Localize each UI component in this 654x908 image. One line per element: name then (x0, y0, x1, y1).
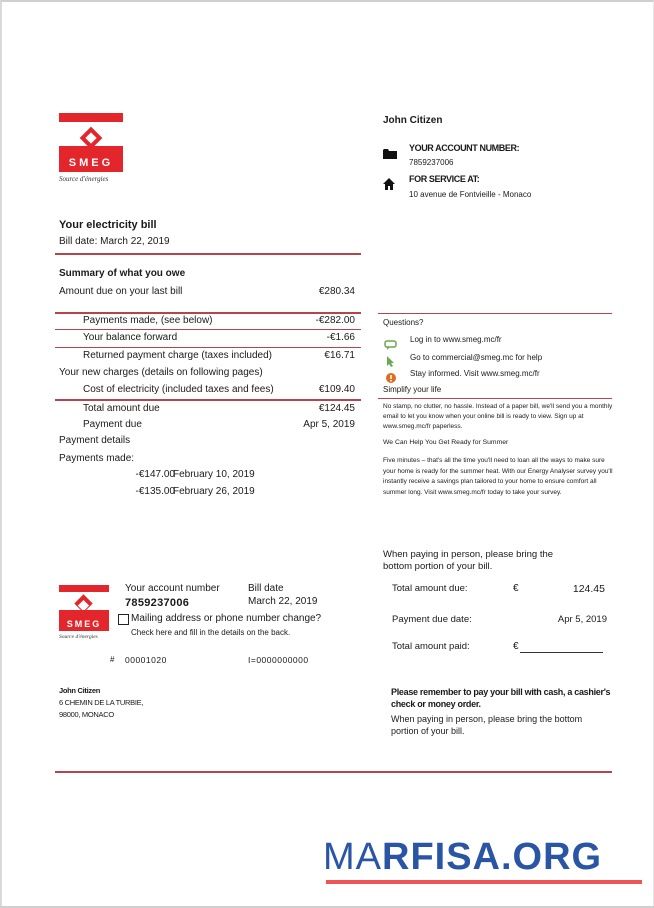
row-label: Your balance forward (83, 332, 178, 343)
smeg-logo (59, 113, 123, 183)
divider (378, 313, 612, 314)
row-label: Amount due on your last bill (59, 286, 183, 297)
row-label: Payments made, (see below) (83, 315, 213, 326)
question-link-visit[interactable]: Stay informed. Visit www.smeg.mc/fr (410, 369, 540, 378)
watermark (323, 837, 602, 877)
address-change-checkbox[interactable] (118, 614, 129, 625)
summary-row-total (83, 403, 355, 414)
bottom-divider (55, 771, 612, 773)
stub-bill-date: March 22, 2019 (248, 596, 318, 607)
due-date-label: Payment due date: (392, 614, 472, 625)
service-address: 10 avenue de Fontvieille - Monaco (409, 190, 532, 199)
stub-account-number: 7859237006 (125, 597, 190, 609)
service-label: FOR SERVICE AT: (409, 174, 480, 184)
reminder-bold: Please remember to pay your bill with cash, a cashier's check or money order. (391, 687, 611, 709)
mail-line-2: 98000, MONACO (59, 710, 114, 719)
row-value: €124.45 (318, 403, 355, 414)
watermark-part-c: .ORG (501, 836, 603, 878)
logo-tagline: Source d'énergies (59, 634, 98, 640)
stub-bill-date-label: Bill date (248, 583, 284, 594)
payment-date: February 26, 2019 (173, 486, 255, 497)
question-link-login[interactable]: Log in to www.smeg.mc/fr (410, 335, 502, 344)
summary-row-due (83, 419, 355, 430)
payment-details-label: Payment details (59, 435, 131, 446)
row-value: €280.34 (318, 286, 355, 297)
row-label: Cost of electricity (included taxes and fees) (83, 384, 274, 395)
divider (55, 399, 361, 401)
payment-amount: -€147.00 (135, 469, 175, 480)
watermark-part-b: RFISA (382, 836, 501, 878)
stub-account-label: Your account number (125, 583, 220, 594)
questions-heading: Questions? (383, 318, 424, 327)
mail-line-1: 6 CHEMIN DE LA TURBIE, (59, 698, 144, 707)
logo-brand-text: SMEG (68, 157, 114, 169)
row-value: €109.40 (318, 384, 355, 395)
divider (378, 398, 612, 399)
summary-row-payments (83, 315, 355, 326)
reminder-text: When paying in person, please bring the bottom portion of your bill. (391, 714, 583, 736)
row-value: -€1.66 (326, 332, 355, 343)
divider (55, 329, 361, 330)
amount-paid-label: Total amount paid: (392, 641, 470, 652)
new-charges-label: Your new charges (details on following pages) (59, 367, 263, 378)
address-change-label: Mailing address or phone number change? (131, 613, 322, 624)
divider (55, 253, 361, 255)
stub-code-2: I=0000000000 (248, 655, 309, 665)
question-link-email[interactable]: Go to commercial@smeg.mc for help (410, 353, 543, 362)
summer-heading: We Can Help You Get Ready for Summer (383, 439, 509, 446)
logo-tagline: Source d'énergies (59, 175, 109, 183)
account-label: YOUR ACCOUNT NUMBER: (409, 143, 520, 153)
mail-name: John Citizen (59, 686, 100, 695)
currency-symbol: € (513, 641, 519, 652)
in-person-note: When paying in person, please bring the bottom portion of your bill. (383, 549, 554, 572)
row-label: Total amount due (83, 403, 160, 414)
logo-brand-text: SMEG (66, 619, 102, 629)
bill-title: Your electricity bill (59, 219, 157, 231)
address-change-hint: Check here and fill in the details on the back. (131, 628, 291, 637)
folder-icon (383, 146, 397, 164)
summary-row-returned (83, 350, 355, 361)
payment-amount: -€135.00 (135, 486, 175, 497)
row-label: Payment due (83, 419, 142, 430)
row-value: €16.71 (324, 350, 355, 361)
bill-date: Bill date: March 22, 2019 (59, 236, 170, 247)
payment-date: February 10, 2019 (173, 469, 255, 480)
summary-row-balance (83, 332, 355, 343)
summary-heading: Summary of what you owe (59, 268, 186, 279)
payments-made-label: Payments made: (59, 453, 135, 464)
summer-text: Five minutes – that's all the time you'll need to loan all the ways to make sure your home is ready for the summer heat. With our Energy Analyser survey you'll instantly receive a savings plan tailored to your home to ensure comfort all summer long. Visit www.smeg.mc/fr today to take your survey. (383, 457, 613, 496)
account-number: 7859237006 (409, 158, 454, 167)
row-value: Apr 5, 2019 (303, 419, 355, 430)
stub-code-1: 00001020 (125, 655, 167, 665)
hash-symbol: # (110, 655, 115, 664)
amount-paid-input[interactable] (520, 640, 603, 653)
smeg-logo-stub (59, 585, 109, 640)
customer-name: John Citizen (383, 115, 443, 126)
currency-symbol: € (513, 583, 519, 594)
due-date-value: Apr 5, 2019 (557, 614, 607, 625)
house-icon (383, 177, 395, 195)
row-label: Returned payment charge (taxes included) (83, 350, 272, 361)
total-due-value: 124.45 (572, 583, 605, 595)
divider (55, 312, 361, 314)
simplify-heading: Simplify your life (383, 385, 442, 394)
watermark-part-a: MA (323, 836, 382, 878)
total-due-label: Total amount due: (392, 583, 468, 594)
summary-row-last-bill (59, 286, 355, 297)
divider (55, 347, 361, 348)
summary-row-electricity (83, 384, 355, 395)
row-value: -€282.00 (315, 315, 355, 326)
paperless-text: No stamp, no clutter, no hassle. Instead of a paper bill, we'll send you a monthly email to let you know when your online bill is ready to view. Sign up at www.smeg.mc/fr paperless. (383, 403, 613, 430)
watermark-underline (326, 880, 642, 884)
